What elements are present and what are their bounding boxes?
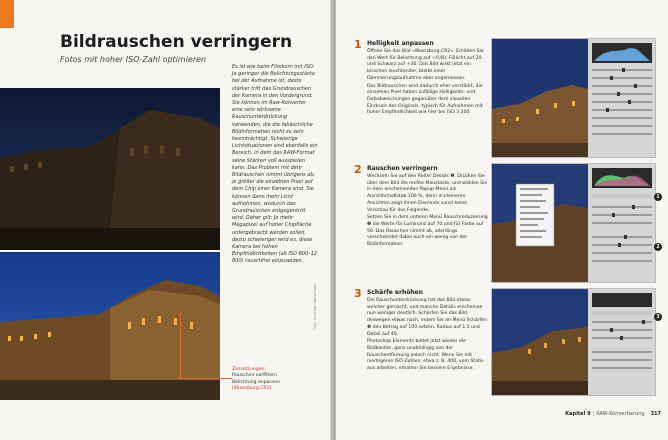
step-body bbox=[367, 298, 489, 373]
left-page bbox=[0, 0, 332, 440]
step-paragraph: Wechseln Sie auf den Reiter Details ❶. Drücken Sie über dem Bild die rechte Maustaste, und wählen Sie in dem erscheinenden Popup-Menü als Ansichtsmaßstab 100 %, denn in kleineren Ansichten zeigt ihnen Elements sonst keine Vorschau für das Folgende. bbox=[367, 174, 488, 213]
footer-topic: RAW-Konvertierung bbox=[596, 411, 645, 417]
caption-item: Belichtung anpassen bbox=[232, 379, 280, 385]
step-heading: Helligkeit anpassen bbox=[367, 40, 434, 47]
caption-item: Rauschen vorfiltern bbox=[232, 373, 277, 379]
step-number: 3 bbox=[354, 287, 362, 300]
step-number: 1 bbox=[354, 38, 362, 51]
step-paragraph: Die Rauschunterdrückung hat das Bild etwas weicher gemacht, und manche Details erscheinen nun weniger deutlich. Schärfen Sie das Bild deswegen etwas nach, indem Sie im Menü Schärfen ❸ den Betrag auf 100 setzen, Radius auf 1,5 und Detail auf 40. bbox=[367, 298, 488, 337]
step-body bbox=[367, 49, 489, 117]
callout-line bbox=[180, 378, 232, 379]
marker-2: 2 bbox=[654, 243, 662, 251]
step-paragraph: Das Bildrauschen wird dadurch eher verstärkt, die einzelnen Pixel haben zufällige Helligkeits- und Farbabweichungen gegenüber dem visuellen Eindruck des Originals, typisch für Aufnahmen mit hoher Empfindlichkeit wie hier bei ISO 3 200. bbox=[367, 83, 483, 116]
step-number: 2 bbox=[354, 163, 362, 176]
page-subtitle: Fotos mit hoher ISO-Zahl optimieren bbox=[60, 55, 207, 64]
step-3 bbox=[354, 287, 489, 407]
intro-paragraph: Es ist wie beim Filmkorn mit ISO: Je geringer die Belichtungsstärke bei der Aufnahme ist, desto stärker tritt das Grundrauschen der Kamera in den Vordergrund. Sie können im Raw-Konverter eine sehr wirksame Rauschunterdrückung verwenden, die die fabäschliche Bildinformation nicht zu sehr beeinträchtigt. Schwierige Lichtsituationen sind ebenfalls ein Bereich, in dem das RAW-Format seine Stärken voll ausspielen kann. Das Problem mit dem Bildrauschen nimmt übrigens ab, je größer die einzelnen Pixel auf dem Chip einer Kamera sind. Sie können dann mehr Licht aufnehmen, wodurch das Grundrauschen entgegentritt wird. Daher gilt: Je mehr Megapixel auf hoher Chipfläche untergebracht werden sollen, desto schwieriger wird es, diese Kamera bei hohen Empfindlichkeiten (ab ISO 800–12 800) rauschfrei einzusetzen. bbox=[232, 64, 318, 265]
page-title: Bildrauschen verringern bbox=[60, 32, 293, 52]
photo-credit: Foto: Christian Westphalen bbox=[313, 282, 317, 330]
step-paragraph: Setzen Sie in dem unteren Menü Rauschreduzierung ❷ die Werte für Luminanz auf 70 und für Farbe auf 50. Das Rauschen nimmt ab, allerdings verschwindet dabei auch ein wenig von der Bildinformation. bbox=[367, 215, 488, 248]
right-page bbox=[336, 0, 668, 440]
screenshot-step-3 bbox=[491, 288, 656, 396]
footer-chapter: Kapitel 9 bbox=[565, 411, 591, 417]
marker-3: 3 bbox=[654, 313, 662, 321]
footer-separator: | bbox=[592, 411, 595, 417]
image-caption bbox=[232, 367, 324, 393]
marker-1: 1 bbox=[654, 193, 662, 201]
screenshot-step-2 bbox=[491, 163, 656, 283]
step-body bbox=[367, 174, 489, 249]
page-number: 317 bbox=[650, 411, 661, 417]
step-heading: Schärfe erhöhen bbox=[367, 289, 423, 296]
step-paragraph: Photoshop Elements bietet jetzt wieder die Bildkanten, ganz unabhängig von der Rauschentfernung jedoch nicht. Wenn Sie mit niedrigeren ISO-Zahlen, etwa z. B. 400, vom Stativ aus arbeiten, erhalten Sie bessere Ergebnisse. bbox=[367, 339, 484, 372]
photo-before bbox=[0, 88, 220, 250]
page-footer bbox=[531, 411, 661, 417]
step-2 bbox=[354, 163, 489, 288]
caption-file: [Wuerzburg.CR2] bbox=[232, 386, 272, 392]
step-heading: Rauschen verringern bbox=[367, 165, 438, 172]
chapter-tab-marker bbox=[0, 0, 14, 28]
step-paragraph: Öffnen Sie das Bild »Wuerzburg.CR2«. Erhöhen Sie den Wert für Belichtung auf +0,60, Füllicht auf 20 und Schwarz auf +30. Das Bild wirkt jetzt ein bisschen leuchtender, bleibt einer Dämmerungsaufnahme aber angemessen. bbox=[367, 49, 484, 81]
caption-head: Zielsetzungen: bbox=[232, 367, 266, 372]
step-1 bbox=[354, 38, 489, 156]
callout-line bbox=[180, 312, 181, 378]
screenshot-step-1 bbox=[491, 38, 656, 158]
intro-text bbox=[232, 64, 318, 266]
